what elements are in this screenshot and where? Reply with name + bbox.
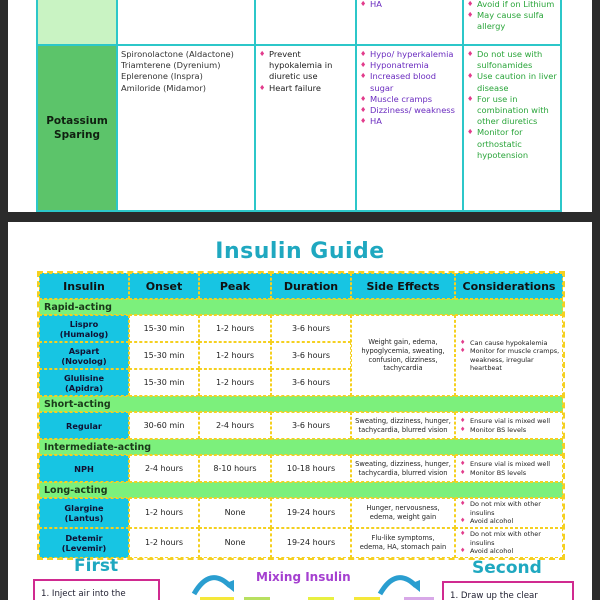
insulin-name-cell	[39, 315, 129, 342]
insulin-name: Glargine	[64, 503, 104, 513]
side-effects-cell	[356, 45, 463, 211]
insulin-name: Aspart	[68, 345, 100, 356]
duration-cell: 3-6 hours	[271, 412, 351, 439]
insulin-table	[37, 271, 565, 560]
list-item: ♦ Monitor BS levels	[460, 426, 550, 434]
table-row	[39, 498, 563, 528]
peak-cell: 2-4 hours	[199, 412, 271, 439]
curved-arrow-icon	[190, 570, 236, 596]
peak-cell: 1-2 hours	[199, 342, 271, 369]
group-header-short: Short-acting	[39, 396, 563, 412]
peak-cell: None	[199, 528, 271, 558]
list-item: ♦ Avoid alcohol	[460, 517, 562, 525]
drug-name: Amiloride (Midamor)	[121, 82, 207, 93]
first-step-text: 1. Inject air into the	[41, 589, 126, 599]
table-header-row	[39, 273, 563, 299]
considerations-cell	[463, 0, 561, 45]
insulin-brand: (Novolog)	[61, 355, 107, 366]
onset-cell: 2-4 hours	[129, 455, 199, 482]
insulin-name-cell: NPH	[39, 455, 129, 482]
list-item: ♦ Increased blood sugar	[360, 71, 459, 93]
group-header-intermediate: Intermediate-acting	[39, 439, 563, 455]
insulin-name: Glulisine	[63, 372, 105, 383]
side-effects-cell: Sweating, dizziness, hunger, tachycardia, blurred vision	[351, 412, 455, 439]
first-heading: First	[74, 556, 119, 576]
peak-cell: 1-2 hours	[199, 369, 271, 396]
group-header-rapid: Rapid-acting	[39, 299, 563, 315]
considerations-cell	[455, 498, 563, 528]
list-item: ♦ Hypo/ hyperkalemia	[360, 49, 459, 60]
class-cell	[37, 0, 117, 45]
list-item: ♦ Use caution in liver disease	[467, 71, 557, 93]
list-item: ♦ Avoid if on Lithium	[467, 0, 557, 10]
side-effects-cell	[356, 0, 463, 45]
insulin-name: Lispro	[69, 318, 99, 329]
table-row	[39, 455, 563, 482]
list-item: ♦ HA	[360, 116, 459, 127]
insulin-name-cell	[39, 369, 129, 396]
class-cell: Potassium Sparing	[37, 45, 117, 211]
list-item: ♦ Hyponatremia	[360, 60, 459, 71]
peak-cell: None	[199, 498, 271, 528]
column-header: Considerations	[455, 273, 563, 299]
column-header: Peak	[199, 273, 271, 299]
first-step-box	[33, 579, 160, 600]
duration-cell: 3-6 hours	[271, 369, 351, 396]
list-item: ♦ Can cause hypokalemia	[460, 339, 562, 347]
onset-cell: 15-30 min	[129, 369, 199, 396]
insulin-name-cell	[39, 528, 129, 558]
onset-cell: 1-2 hours	[129, 528, 199, 558]
table-row	[37, 45, 561, 211]
side-effects-cell: Hunger, nervousness, edema, weight gain	[351, 498, 455, 528]
drugs-cell	[117, 45, 255, 211]
onset-cell: 15-30 min	[129, 342, 199, 369]
list-item: ♦ Do not use with sulfonamides	[467, 49, 557, 71]
diuretics-table	[36, 0, 562, 212]
insulin-name-cell	[39, 498, 129, 528]
insulin-name: Detemir	[65, 533, 103, 543]
diuretics-page	[8, 0, 592, 212]
page-title: Insulin Guide	[215, 239, 385, 264]
side-effects-cell: Sweating, dizziness, hunger, tachycardia, blurred vision	[351, 455, 455, 482]
side-effects-cell: Weight gain, edema, hypoglycemia, sweating, confusion, dizziness, tachycardia	[351, 315, 455, 396]
list-item: ♦ HA	[360, 0, 459, 10]
peak-cell: 1-2 hours	[199, 315, 271, 342]
column-header: Side Effects	[351, 273, 455, 299]
table-row	[39, 342, 351, 369]
second-heading: Second	[472, 558, 542, 578]
considerations-cell	[455, 412, 563, 439]
side-effects-cell: Flu-like symptoms, edema, HA, stomach pain	[351, 528, 455, 558]
insulin-brand: (Lantus)	[64, 513, 104, 523]
considerations-cell	[455, 528, 563, 558]
column-header: Duration	[271, 273, 351, 299]
list-item: ♦ Dizziness/ weakness	[360, 105, 459, 116]
rapid-block	[39, 315, 563, 396]
second-step-box	[442, 581, 574, 600]
table-row	[37, 0, 561, 45]
drug-name: Spironolactone (Aldactone)	[121, 49, 234, 59]
indications-cell	[255, 0, 356, 45]
list-item: ♦ May cause sulfa allergy	[467, 10, 557, 32]
drugs-cell	[117, 0, 255, 45]
onset-cell: 1-2 hours	[129, 498, 199, 528]
table-row	[39, 528, 563, 558]
duration-cell: 3-6 hours	[271, 315, 351, 342]
considerations-cell	[455, 315, 563, 396]
list-item: ♦ For use in combination with other diuretics	[467, 94, 557, 128]
mixing-heading: Mixing Insulin	[256, 570, 351, 584]
insulin-brand: (Apidra)	[65, 382, 103, 393]
group-header-long: Long-acting	[39, 482, 563, 498]
duration-cell: 3-6 hours	[271, 342, 351, 369]
considerations-cell	[455, 455, 563, 482]
list-item: ♦ Ensure vial is mixed well	[460, 417, 550, 425]
insulin-page	[8, 222, 592, 600]
drug-name: Eplerenone (Inspra)	[121, 71, 203, 82]
insulin-brand: (Levemir)	[61, 543, 107, 553]
drug-name: Triamterene (Dyrenium)	[121, 60, 221, 71]
considerations-cell	[463, 45, 561, 211]
list-item: ♦ Do not mix with other insulins	[460, 500, 562, 517]
insulin-brand: (Humalog)	[59, 328, 109, 339]
list-item: ♦ Prevent hypokalemia in diuretic use	[259, 49, 352, 83]
second-step-text: 1. Draw up the clear	[450, 591, 538, 600]
list-item: ♦ Do not mix with other insulins	[460, 530, 562, 547]
list-item: ♦ Avoid alcohol	[460, 547, 562, 555]
table-row	[39, 315, 351, 342]
duration-cell: 10-18 hours	[271, 455, 351, 482]
insulin-name-cell	[39, 342, 129, 369]
list-item: ♦ Muscle cramps	[360, 94, 459, 105]
list-item: ♦ Ensure vial is mixed well	[460, 460, 550, 468]
table-row	[39, 412, 563, 439]
column-header: Insulin	[39, 273, 129, 299]
indications-cell	[255, 45, 356, 211]
list-item: ♦ Monitor BS levels	[460, 469, 550, 477]
duration-cell: 19-24 hours	[271, 498, 351, 528]
onset-cell: 15-30 min	[129, 315, 199, 342]
insulin-name-cell: Regular	[39, 412, 129, 439]
duration-cell: 19-24 hours	[271, 528, 351, 558]
list-item: ♦ Monitor for muscle cramps, weakness, irregular heartbeat	[460, 347, 562, 372]
peak-cell: 8-10 hours	[199, 455, 271, 482]
onset-cell: 30-60 min	[129, 412, 199, 439]
curved-arrow-icon	[376, 570, 422, 596]
column-header: Onset	[129, 273, 199, 299]
list-item: ♦ Monitor for orthostatic hypotension	[467, 127, 557, 161]
table-row	[39, 369, 351, 396]
list-item: ♦ Heart failure	[259, 83, 352, 94]
